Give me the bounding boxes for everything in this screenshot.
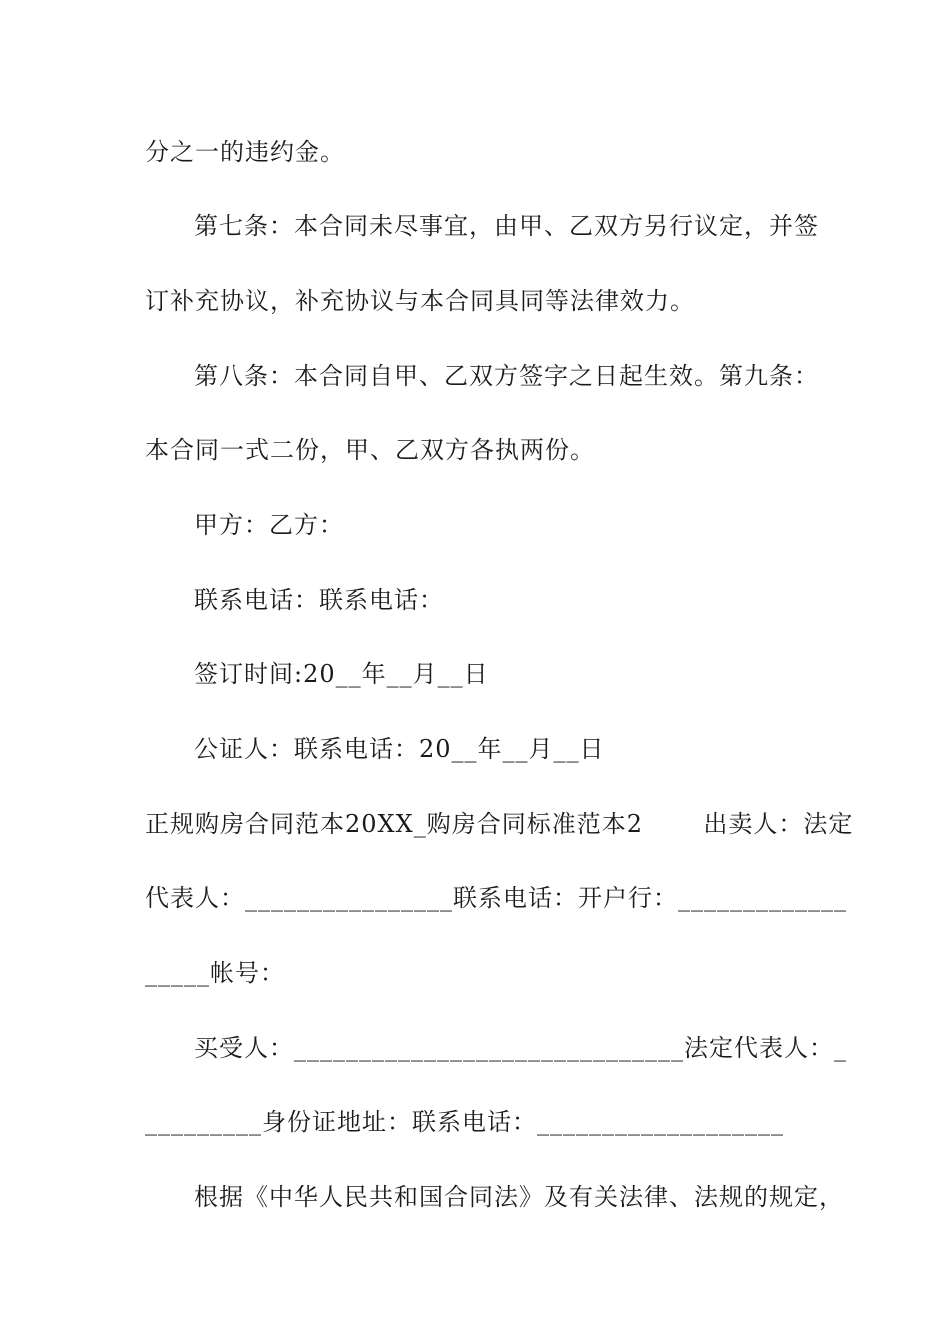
text-line: 甲方：乙方： [194, 511, 344, 539]
text-line: _____帐号： [145, 959, 285, 987]
text-line: 买受人：______________________________法定代表人：_ [194, 1034, 847, 1062]
text-line: 公证人：联系电话：20__年__月__日 [194, 735, 605, 763]
text-line: 订补充协议，补充协议与本合同具同等法律效力。 [145, 287, 695, 315]
text-line: 本合同一式二份，甲、乙双方各执两份。 [145, 436, 595, 464]
text-line: 分之一的违约金。 [145, 138, 345, 166]
text-line: 联系电话：联系电话： [194, 586, 444, 614]
text-line: 第八条：本合同自甲、乙双方签字之日起生效。第九条： [194, 362, 819, 390]
text-line: 代表人：________________联系电话：开户行：_____________ [145, 884, 847, 912]
text-line: _________身份证地址：联系电话：___________________ [145, 1108, 784, 1136]
text-line: 正规购房合同范本20XX_购房合同标准范本2 出卖人：法定 [145, 810, 854, 838]
text-line: 根据《中华人民共和国合同法》及有关法律、法规的规定， [194, 1183, 844, 1211]
text-line: 第七条：本合同未尽事宜，由甲、乙双方另行议定，并签 [194, 212, 819, 240]
text-line: 签订时间:20__年__月__日 [194, 660, 489, 688]
